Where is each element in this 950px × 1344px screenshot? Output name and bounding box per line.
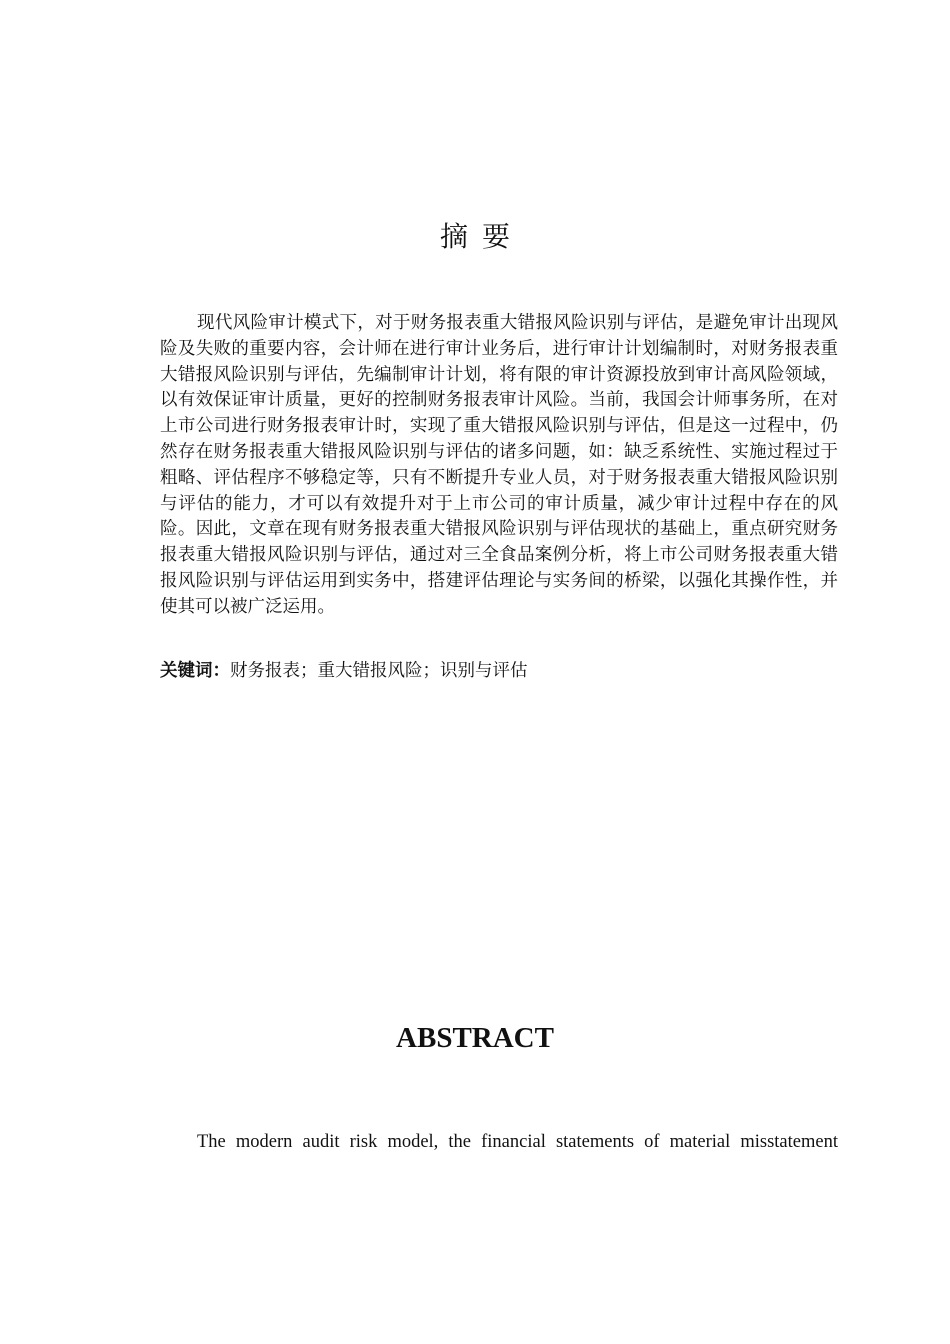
chinese-abstract-body: 现代风险审计模式下，对于财务报表重大错报风险识别与评估，是避免审计出现风险及失败的重要内容，会计师在进行审计业务后，进行审计计划编制时，对财务报表重大错报风险识别与评估，先编制审计计划，将有限的审计资源投放到审计高风险领域，以有效保证审计质量，更好的控制财务报表审计风险。当前，我国会计师事务所，在对上市公司进行财务报表审计时，实现了重大错报风险识别与评估，但是这一过程中，仍然存在财务报表重大错报风险识别与评估的诸多问题，如：缺乏系统性、实施过程过于粗略、评估程序不够稳定等，只有不断提升专业人员，对于财务报表重大错报风险识别与评估的能力，才可以有效提升对于上市公司的审计质量，减少审计过程中存在的风险。因此，文章在现有财务报表重大错报风险识别与评估现状的基础上，重点研究财务报表重大错报风险识别与评估，通过对三全食品案例分析，将上市公司财务报表重大错报风险识别与评估运用到实务中，搭建评估理论与实务间的桥梁，以强化其操作性，并使其可以被广泛运用。 xyxy=(160,313,838,617)
keywords-label: 关键词： xyxy=(160,661,230,681)
keywords-text: 财务报表；重大错报风险；识别与评估 xyxy=(230,661,528,681)
keywords-line xyxy=(160,658,528,684)
chinese-abstract-title: 摘要 xyxy=(439,220,524,253)
english-abstract-title: ABSTRACT xyxy=(396,1022,554,1054)
english-abstract-body: The modern audit risk model, the financial statements of material misstatement xyxy=(197,1132,838,1152)
